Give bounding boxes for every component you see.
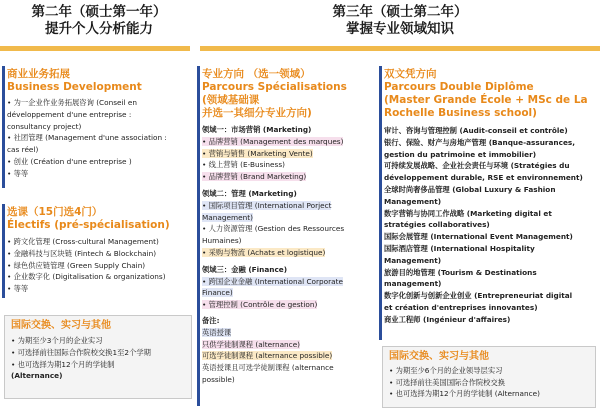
list-item: • 社团管理 (Management d'une association :	[7, 133, 167, 143]
year2-exchange-title: 国际交换、实习与其他	[11, 320, 111, 331]
year3-subtitle: 掌握专业领域知识	[346, 21, 454, 37]
list-item: • 管理控制 (Contrôle de gestion)	[202, 300, 318, 310]
electives-list	[7, 236, 195, 295]
business-title-fr: Business Development	[7, 81, 142, 93]
double-degree-title-fr-3: Rochelle Business school)	[384, 107, 537, 119]
year3-exchange-list	[389, 365, 589, 400]
list-item: 旅游目的地管理 (Tourism & Destinations	[384, 267, 537, 277]
list-item: 可持续发展战略、企业社会责任与环境 (Stratégies du	[384, 161, 570, 171]
list-item: • 国际项目管理 (International Porject	[202, 200, 332, 210]
legend-title: 备注:	[202, 315, 220, 325]
specialisation-accent-bar	[197, 66, 200, 406]
list-item: 银行、保险、财产与房地产管理 (Banque-assurances,	[384, 137, 576, 147]
list-item: cas réel)	[7, 145, 39, 155]
business-section	[7, 68, 195, 180]
legend-item: 只供学徒制课程 (alternance)	[202, 339, 301, 349]
list-item: Management)	[202, 212, 253, 222]
electives-title-zh: 选课（15门选4门）	[7, 206, 103, 218]
double-degree-list	[384, 125, 598, 326]
list-item: • 等等	[7, 168, 29, 178]
domain2-list	[202, 188, 380, 259]
list-item: • 品牌营销 (Management des marques)	[202, 136, 344, 146]
list-item: • 可选择前往国际合作院校交换1至2个学期	[11, 347, 151, 357]
year3-exchange-box	[382, 346, 596, 408]
year3-header	[200, 4, 600, 38]
legend-list	[202, 315, 380, 386]
list-item: Finance)	[202, 288, 233, 298]
list-item: et création d'entreprises innovantes)	[384, 302, 538, 312]
list-item: • 绿色供应链管理 (Green Supply Chain)	[7, 260, 146, 270]
list-item: 数字化创新与创新企业创业 (Entrepreneuriat digital	[384, 291, 573, 301]
domain1-title: 领域一：市场营销 (Marketing)	[202, 125, 312, 134]
year3-divider	[200, 46, 600, 51]
double-degree-section	[384, 68, 598, 326]
list-item: 数字营销与协同工作战略 (Marketing digital et	[384, 208, 552, 218]
list-item: • 为一企业作业务拓展咨询 (Conseil en	[7, 98, 138, 107]
domain3-title: 领域三：金融 (Finance)	[202, 264, 288, 274]
list-item: (Alternance)	[11, 371, 63, 381]
year3-title: 第三年（硕士第二年）	[332, 4, 468, 20]
year2-divider	[0, 46, 190, 51]
list-item: 国际会展管理 (International Event Management)	[384, 232, 573, 242]
year2-title: 第二年（硕士第一年）	[31, 4, 167, 20]
electives-title-fr: Électifs (pré-spécialisation)	[7, 219, 170, 231]
list-item: • 人力资源管理 (Gestion des Ressources	[202, 224, 345, 234]
list-item: • 为期至少6个月的企业领导层实习	[389, 366, 503, 375]
legend-item: possible)	[202, 374, 235, 384]
list-item: • 采购与物流 (Achats et logistique)	[202, 247, 326, 257]
list-item: • 等等	[7, 284, 29, 294]
double-degree-accent-bar	[379, 66, 382, 340]
list-item: développement d'une entreprise :	[7, 109, 132, 119]
list-item: stratégies collaboratives)	[384, 220, 490, 230]
business-title-zh: 商业业务拓展	[7, 68, 70, 80]
list-item: 商业工程师 (Ingénieur d'affaires)	[384, 314, 511, 324]
double-degree-title-zh: 双文凭方向	[384, 68, 437, 80]
specialisation-note-1: (领域基础课	[202, 94, 260, 106]
legend-item: 可选学徒制课程 (alternance possible)	[202, 351, 333, 361]
list-item: • 营销与销售 (Marketing Vente)	[202, 148, 313, 158]
list-item: • 线上营销 (E-Business)	[202, 160, 285, 170]
list-item: • 创业 (Création d'une entreprise )	[7, 156, 132, 166]
list-item: • 跨文化管理 (Cross-cultural Management)	[7, 237, 159, 246]
list-item: • 可选择前往美国国际合作院校交换	[389, 377, 506, 387]
list-item: Humaines)	[202, 236, 242, 246]
specialisation-title-fr: Parcours Spécialisations	[202, 81, 347, 93]
list-item: management)	[384, 279, 442, 289]
list-item: • 为期至少3个月的企业实习	[11, 336, 103, 345]
list-item: développement durable, RSE et environnement)	[384, 173, 583, 183]
list-item: gestion du patrimoine et immobilier)	[384, 149, 537, 159]
year2-exchange-list	[11, 335, 185, 382]
list-item: • 也可选择为期12个月的学徒制	[11, 359, 115, 369]
electives-accent-bar	[2, 204, 5, 298]
list-item: 全球时尚奢侈品管理 (Global Luxury & Fashion	[384, 184, 556, 194]
list-item: consultancy project)	[7, 121, 82, 131]
domain3-list	[202, 264, 380, 311]
year2-header	[0, 4, 198, 38]
legend-item: 英语授课且可选学徒制课程 (alternance	[202, 363, 334, 373]
domain1-list	[202, 124, 380, 183]
business-accent-bar	[2, 66, 5, 188]
year2-subtitle: 提升个人分析能力	[45, 21, 153, 37]
specialisation-section	[202, 68, 380, 386]
legend-item: 英语授课	[202, 327, 232, 337]
list-item: • 品牌营销 (Brand Marketing)	[202, 172, 307, 182]
list-item: • 企业数字化 (Digitalisation & organizations)	[7, 272, 166, 282]
list-item: 国际酒店管理 (International Hospitality	[384, 243, 535, 253]
double-degree-title-fr-1: Parcours Double Diplôme	[384, 81, 534, 93]
specialisation-title-zh: 专业方向 （选一领域）	[202, 68, 311, 80]
year3-exchange-title: 国际交换、实习与其他	[389, 351, 489, 362]
list-item: • 跨国企业金融 (International Corporate	[202, 276, 343, 286]
list-item: 审计、咨询与管理控制 (Audit-conseil et contrôle)	[384, 126, 568, 135]
year2-exchange-box	[4, 315, 192, 399]
business-list	[7, 97, 195, 180]
list-item: Management)	[384, 196, 442, 206]
list-item: • 金融科技与区块链 (Fintech & Blockchain)	[7, 248, 157, 258]
list-item: • 也可选择为期12个月的学徒制 (Alternance)	[389, 389, 540, 398]
electives-section	[7, 206, 195, 295]
domain2-title: 领域二：管理 (Marketing)	[202, 188, 297, 198]
list-item: Management)	[384, 255, 442, 265]
specialisation-note-2: 并选一其细分专业方向)	[202, 107, 312, 119]
double-degree-title-fr-2: (Master Grande École + MSc de La	[384, 94, 588, 106]
